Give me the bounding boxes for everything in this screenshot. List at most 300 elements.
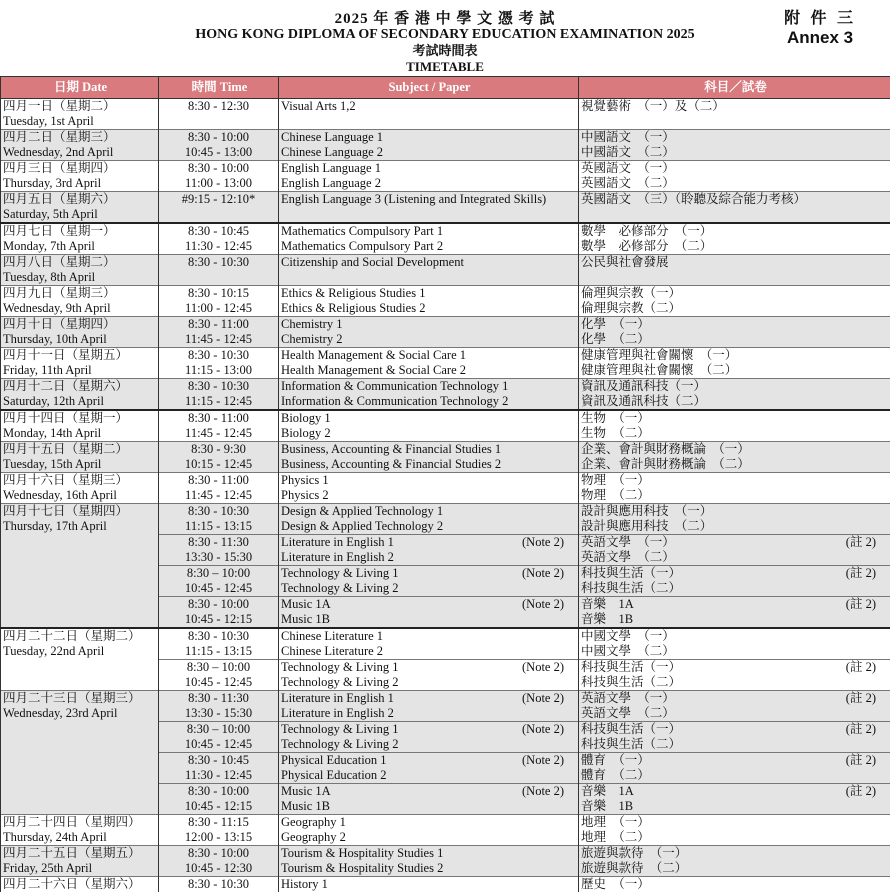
subject-zh-line: [581, 581, 890, 596]
subject-zh-line: [581, 301, 890, 316]
subject-line: [281, 332, 578, 347]
date-en: Monday, 7th April: [3, 239, 158, 254]
subject-zh-text: 中國語文 （二）: [581, 145, 675, 160]
time-text: 8:30 - 10:00: [159, 846, 278, 861]
subject-text: Technology & Living 2: [281, 581, 399, 596]
time-text: 8:30 - 10:30: [159, 379, 278, 394]
subject-line: [281, 363, 578, 378]
subject-zh-text: 體育 （二）: [581, 768, 650, 783]
subject-line: [281, 286, 578, 301]
note-text: (Note 2): [522, 566, 564, 581]
subject-text: Chemistry 1: [281, 317, 342, 332]
subject-cell: [279, 504, 579, 535]
subject-text: English Language 2: [281, 176, 381, 191]
subject-zh-cell: [579, 691, 890, 722]
subject-zh-text: 歷史 （一）: [581, 877, 650, 892]
time-text: 11:45 - 12:45: [159, 332, 278, 347]
date-en: Wednesday, 9th April: [3, 301, 158, 316]
subject-zh-line: [581, 519, 890, 534]
subject-text: Mathematics Compulsory Part 1: [281, 224, 443, 239]
subject-zh-cell: [579, 566, 890, 597]
subject-text: Ethics & Religious Studies 1: [281, 286, 425, 301]
subject-text: Physics 2: [281, 488, 329, 503]
subject-zh-text: 地理 （一）: [581, 815, 650, 830]
subject-line: [281, 706, 578, 721]
subject-text: English Language 1: [281, 161, 381, 176]
subject-zh-text: 數學 必修部分 （二）: [581, 239, 712, 254]
time-cell: [159, 99, 279, 130]
subject-line: [281, 691, 578, 706]
date-cell: [1, 442, 159, 473]
date-cell: [1, 691, 159, 815]
subject-text: Chinese Literature 2: [281, 644, 383, 659]
subject-zh-line: [581, 332, 890, 347]
subject-zh-line: [581, 706, 890, 721]
subject-line: [281, 644, 578, 659]
date-cell: [1, 410, 159, 442]
subject-zh-text: 倫理與宗教（一）: [581, 286, 681, 301]
table-row: [1, 223, 890, 255]
time-text: 10:45 - 12:15: [159, 799, 278, 814]
subject-zh-text: 科技與生活（二）: [581, 675, 681, 690]
time-text: 8:30 - 10:45: [159, 753, 278, 768]
subject-line: [281, 192, 578, 207]
subject-line: [281, 224, 578, 239]
subject-zh-cell: [579, 348, 890, 379]
subject-cell: [279, 753, 579, 784]
subject-line: [281, 581, 578, 596]
date-zh: 四月八日（星期二）: [3, 255, 158, 270]
subject-zh-text: 英語文學 （一）: [581, 691, 675, 706]
time-text: 8:30 - 10:00: [159, 597, 278, 612]
note-text: (Note 2): [522, 691, 564, 706]
date-zh: 四月二十五日（星期五）: [3, 846, 158, 861]
time-text: 10:45 - 12:45: [159, 581, 278, 596]
subject-text: Literature in English 2: [281, 550, 394, 565]
subject-text: Chemistry 2: [281, 332, 342, 347]
date-en: Monday, 14th April: [3, 426, 158, 441]
subject-text: Geography 2: [281, 830, 346, 845]
date-zh: 四月二十四日（星期四）: [3, 815, 158, 830]
subject-zh-line: [581, 722, 890, 737]
subject-line: [281, 130, 578, 145]
table-row: [1, 877, 890, 892]
subject-cell: [279, 255, 579, 286]
note-text: (Note 2): [522, 535, 564, 550]
time-cell: [159, 130, 279, 161]
time-text: 8:30 - 11:00: [159, 317, 278, 332]
subject-zh-text: 英語文學 （二）: [581, 706, 675, 721]
note-zh-text: (註 2): [846, 753, 876, 768]
date-zh: 四月十日（星期四）: [3, 317, 158, 332]
table-row: [1, 192, 890, 224]
table-row: [1, 691, 890, 722]
note-zh-text: (註 2): [846, 535, 876, 550]
time-text: 10:45 - 13:00: [159, 145, 278, 160]
subject-line: [281, 799, 578, 814]
subject-zh-line: [581, 535, 890, 550]
subject-cell: [279, 192, 579, 224]
subject-zh-line: [581, 145, 890, 160]
subject-line: [281, 379, 578, 394]
date-en: Wednesday, 23rd April: [3, 706, 158, 721]
date-zh: 四月二十三日（星期三）: [3, 691, 158, 706]
date-zh: 四月一日（星期二）: [3, 99, 158, 114]
subject-line: [281, 660, 578, 675]
subject-line: [281, 877, 578, 892]
subject-text: Music 1B: [281, 612, 330, 627]
time-text: 10:45 - 12:15: [159, 612, 278, 627]
time-text: 8:30 - 9:30: [159, 442, 278, 457]
table-row: [1, 130, 890, 161]
time-cell: [159, 379, 279, 411]
date-cell: [1, 473, 159, 504]
time-text: 11:45 - 12:45: [159, 488, 278, 503]
time-text: 8:30 - 10:30: [159, 504, 278, 519]
subject-zh-cell: [579, 722, 890, 753]
date-zh: 四月二十二日（星期二）: [3, 629, 158, 644]
subject-line: [281, 176, 578, 191]
subject-zh-text: 物理 （二）: [581, 488, 650, 503]
subject-line: [281, 753, 578, 768]
subject-line: [281, 722, 578, 737]
subject-line: [281, 550, 578, 565]
subject-text: Mathematics Compulsory Part 2: [281, 239, 443, 254]
subject-zh-line: [581, 753, 890, 768]
subject-zh-line: [581, 691, 890, 706]
title-zh: 2025 年 香 港 中 學 文 憑 考 試: [0, 12, 890, 27]
time-cell: [159, 161, 279, 192]
note-zh-text: (註 2): [846, 722, 876, 737]
subject-line: [281, 737, 578, 752]
subject-zh-cell: [579, 846, 890, 877]
subject-zh-line: [581, 394, 890, 409]
subject-zh-text: 健康管理與社會關懷 （一）: [581, 348, 737, 363]
time-text: 11:15 - 13:15: [159, 644, 278, 659]
date-zh: 四月十七日（星期四）: [3, 504, 158, 519]
subject-text: Visual Arts 1,2: [281, 99, 356, 114]
subject-cell: [279, 130, 579, 161]
subject-text: Technology & Living 2: [281, 675, 399, 690]
subject-zh-text: 英國語文 （一）: [581, 161, 675, 176]
time-cell: [159, 223, 279, 255]
timetable: [0, 76, 890, 892]
title-en: HONG KONG DIPLOMA OF SECONDARY EDUCATION EXAMINATION 2025: [0, 28, 890, 42]
table-row: [1, 99, 890, 130]
date-en: Wednesday, 16th April: [3, 488, 158, 503]
subject-zh-line: [581, 815, 890, 830]
subject-zh-text: 化學 （一）: [581, 317, 650, 332]
time-text: 13:30 - 15:30: [159, 550, 278, 565]
subject-text: Music 1A: [281, 784, 331, 799]
note-text: (Note 2): [522, 597, 564, 612]
subject-zh-cell: [579, 784, 890, 815]
subject-zh-cell: [579, 286, 890, 317]
time-cell: [159, 691, 279, 722]
time-text: 8:30 - 11:00: [159, 473, 278, 488]
date-en: Tuesday, 22nd April: [3, 644, 158, 659]
table-row: [1, 442, 890, 473]
table-row: [1, 628, 890, 660]
time-cell: [159, 877, 279, 892]
table-row: [1, 161, 890, 192]
subject-zh-line: [581, 597, 890, 612]
subject-line: [281, 301, 578, 316]
time-text: 11:15 - 13:00: [159, 363, 278, 378]
subject-zh-line: [581, 644, 890, 659]
subject-text: History 1: [281, 877, 328, 892]
time-text: 8:30 - 10:15: [159, 286, 278, 301]
table-header-row: [1, 77, 890, 99]
subject-zh-cell: [579, 815, 890, 846]
subject-zh-line: [581, 488, 890, 503]
note-zh-text: (註 2): [846, 597, 876, 612]
subject-zh-text: 化學 （二）: [581, 332, 650, 347]
time-cell: [159, 317, 279, 348]
subject-cell: [279, 317, 579, 348]
subject-zh-text: 中國語文 （一）: [581, 130, 675, 145]
date-zh: 四月十一日（星期五）: [3, 348, 158, 363]
time-text: 10:45 - 12:45: [159, 737, 278, 752]
subject-zh-line: [581, 675, 890, 690]
subject-zh-line: [581, 411, 890, 426]
subject-text: Literature in English 2: [281, 706, 394, 721]
time-cell: [159, 753, 279, 784]
subject-line: [281, 239, 578, 254]
date-cell: [1, 223, 159, 255]
note-zh-text: (註 2): [846, 660, 876, 675]
time-cell: [159, 442, 279, 473]
table-row: [1, 286, 890, 317]
subject-text: Chinese Literature 1: [281, 629, 383, 644]
date-cell: [1, 192, 159, 224]
subject-text: Biology 1: [281, 411, 331, 426]
date-zh: 四月十四日（星期一）: [3, 411, 158, 426]
subject-zh-text: 公民與社會發展: [581, 255, 669, 270]
subject-zh-text: 音樂 1A: [581, 597, 634, 612]
date-cell: [1, 628, 159, 691]
subject-zh-cell: [579, 660, 890, 691]
subject-cell: [279, 784, 579, 815]
subject-line: [281, 161, 578, 176]
subject-cell: [279, 442, 579, 473]
subject-line: [281, 457, 578, 472]
subject-cell: [279, 566, 579, 597]
subject-line: [281, 535, 578, 550]
subject-text: English Language 3 (Listening and Integrated Skills): [281, 192, 546, 207]
subject-line: [281, 99, 578, 114]
subject-line: [281, 317, 578, 332]
subject-line: [281, 348, 578, 363]
subject-zh-line: [581, 846, 890, 861]
time-text: 12:00 - 13:15: [159, 830, 278, 845]
date-cell: [1, 255, 159, 286]
date-cell: [1, 379, 159, 411]
subject-zh-line: [581, 130, 890, 145]
subject-line: [281, 815, 578, 830]
date-zh: 四月五日（星期六）: [3, 192, 158, 207]
time-cell: [159, 784, 279, 815]
subject-zh-text: 旅遊與款待 （一）: [581, 846, 687, 861]
subject-line: [281, 411, 578, 426]
subject-zh-line: [581, 348, 890, 363]
date-en: Tuesday, 1st April: [3, 114, 158, 129]
subject-cell: [279, 691, 579, 722]
time-text: 8:30 - 10:30: [159, 629, 278, 644]
subject-zh-text: 生物 （二）: [581, 426, 650, 441]
date-zh: 四月三日（星期四）: [3, 161, 158, 176]
date-en: Wednesday, 2nd April: [3, 145, 158, 160]
subject-text: Technology & Living 1: [281, 660, 399, 675]
time-text: 8:30 - 10:30: [159, 255, 278, 270]
time-cell: [159, 535, 279, 566]
subject-text: Business, Accounting & Financial Studies 2: [281, 457, 501, 472]
subject-zh-text: 資訊及通訊科技（一）: [581, 379, 706, 394]
note-zh-text: (註 2): [846, 691, 876, 706]
subject-line: [281, 768, 578, 783]
time-cell: [159, 722, 279, 753]
subject-zh-cell: [579, 504, 890, 535]
table-row: [1, 815, 890, 846]
subject-text: Health Management & Social Care 2: [281, 363, 466, 378]
subject-zh-line: [581, 192, 890, 207]
time-cell: [159, 348, 279, 379]
note-zh-text: (註 2): [846, 784, 876, 799]
note-text: (Note 2): [522, 784, 564, 799]
time-text: 10:15 - 12:45: [159, 457, 278, 472]
subject-zh-line: [581, 737, 890, 752]
time-cell: [159, 628, 279, 660]
subject-line: [281, 426, 578, 441]
subject-cell: [279, 161, 579, 192]
subject-line: [281, 830, 578, 845]
subject-line: [281, 488, 578, 503]
subject-zh-text: 科技與生活（二）: [581, 737, 681, 752]
subject-text: Tourism & Hospitality Studies 2: [281, 861, 443, 876]
subject-zh-text: 旅遊與款待 （二）: [581, 861, 687, 876]
subject-line: [281, 784, 578, 799]
subject-cell: [279, 535, 579, 566]
subject-zh-line: [581, 161, 890, 176]
subject-line: [281, 504, 578, 519]
annex-zh: 附 件 三: [784, 10, 856, 28]
table-row: [1, 410, 890, 442]
subject-line: [281, 394, 578, 409]
date-cell: [1, 348, 159, 379]
subject-line: [281, 612, 578, 627]
subject-text: Literature in English 1: [281, 691, 394, 706]
subject-zh-text: 數學 必修部分 （一）: [581, 224, 712, 239]
subject-text: Design & Applied Technology 2: [281, 519, 443, 534]
date-cell: [1, 99, 159, 130]
subject-text: Music 1A: [281, 597, 331, 612]
subject-zh-text: 物理 （一）: [581, 473, 650, 488]
subject-zh-line: [581, 426, 890, 441]
date-zh: 四月九日（星期三）: [3, 286, 158, 301]
subject-line: [281, 255, 578, 270]
subject-line: [281, 846, 578, 861]
subject-zh-line: [581, 457, 890, 472]
time-text: #9:15 - 12:10*: [159, 192, 278, 207]
subject-text: Business, Accounting & Financial Studies 1: [281, 442, 501, 457]
subject-line: [281, 145, 578, 160]
date-cell: [1, 846, 159, 877]
time-text: 8:30 – 10:00: [159, 660, 278, 675]
subject-zh-line: [581, 784, 890, 799]
subtitle-zh: 考試時間表: [0, 44, 890, 57]
time-cell: [159, 255, 279, 286]
col-subject-header: Subject / Paper: [279, 77, 579, 99]
subject-zh-cell: [579, 410, 890, 442]
annex-label: [784, 10, 856, 48]
subject-zh-line: [581, 830, 890, 845]
date-zh: 四月十二日（星期六）: [3, 379, 158, 394]
subject-zh-text: 中國文學 （二）: [581, 644, 675, 659]
time-cell: [159, 815, 279, 846]
subject-text: Physical Education 1: [281, 753, 387, 768]
subject-zh-text: 科技與生活（一）: [581, 660, 681, 675]
subject-text: Information & Communication Technology 1: [281, 379, 508, 394]
time-text: 8:30 – 10:00: [159, 566, 278, 581]
time-cell: [159, 410, 279, 442]
subject-zh-cell: [579, 753, 890, 784]
date-zh: 四月十六日（星期三）: [3, 473, 158, 488]
time-text: 8:30 - 11:30: [159, 691, 278, 706]
time-text: 11:00 - 13:00: [159, 176, 278, 191]
date-en: Thursday, 17th April: [3, 519, 158, 534]
date-cell: [1, 286, 159, 317]
time-text: 8:30 - 12:30: [159, 99, 278, 114]
date-cell: [1, 161, 159, 192]
page-header: [0, 0, 890, 76]
subject-text: Chinese Language 1: [281, 130, 383, 145]
subject-zh-cell: [579, 130, 890, 161]
time-text: 11:00 - 12:45: [159, 301, 278, 316]
subject-cell: [279, 348, 579, 379]
table-row: [1, 255, 890, 286]
subject-line: [281, 597, 578, 612]
subject-zh-cell: [579, 223, 890, 255]
subject-line: [281, 519, 578, 534]
time-text: 11:45 - 12:45: [159, 426, 278, 441]
subject-text: Technology & Living 1: [281, 566, 399, 581]
date-en: Thursday, 24th April: [3, 830, 158, 845]
subject-line: [281, 442, 578, 457]
table-row: [1, 473, 890, 504]
note-zh-text: (註 2): [846, 566, 876, 581]
note-text: (Note 2): [522, 753, 564, 768]
subject-zh-line: [581, 799, 890, 814]
time-text: 8:30 – 10:00: [159, 722, 278, 737]
time-text: 8:30 - 10:00: [159, 161, 278, 176]
subject-zh-text: 音樂 1A: [581, 784, 634, 799]
subject-zh-text: 音樂 1B: [581, 612, 633, 627]
subject-text: Physics 1: [281, 473, 329, 488]
table-row: [1, 846, 890, 877]
subject-zh-cell: [579, 161, 890, 192]
subject-cell: [279, 660, 579, 691]
date-zh: 四月二日（星期三）: [3, 130, 158, 145]
time-text: 10:45 - 12:30: [159, 861, 278, 876]
subject-zh-line: [581, 255, 890, 270]
subject-zh-text: 企業、會計與財務概論 （二）: [581, 457, 750, 472]
subject-zh-text: 生物 （一）: [581, 411, 650, 426]
date-cell: [1, 130, 159, 161]
date-en: Tuesday, 8th April: [3, 270, 158, 285]
subject-zh-text: 科技與生活（一）: [581, 722, 681, 737]
subject-zh-text: 體育 （一）: [581, 753, 650, 768]
subject-zh-line: [581, 176, 890, 191]
